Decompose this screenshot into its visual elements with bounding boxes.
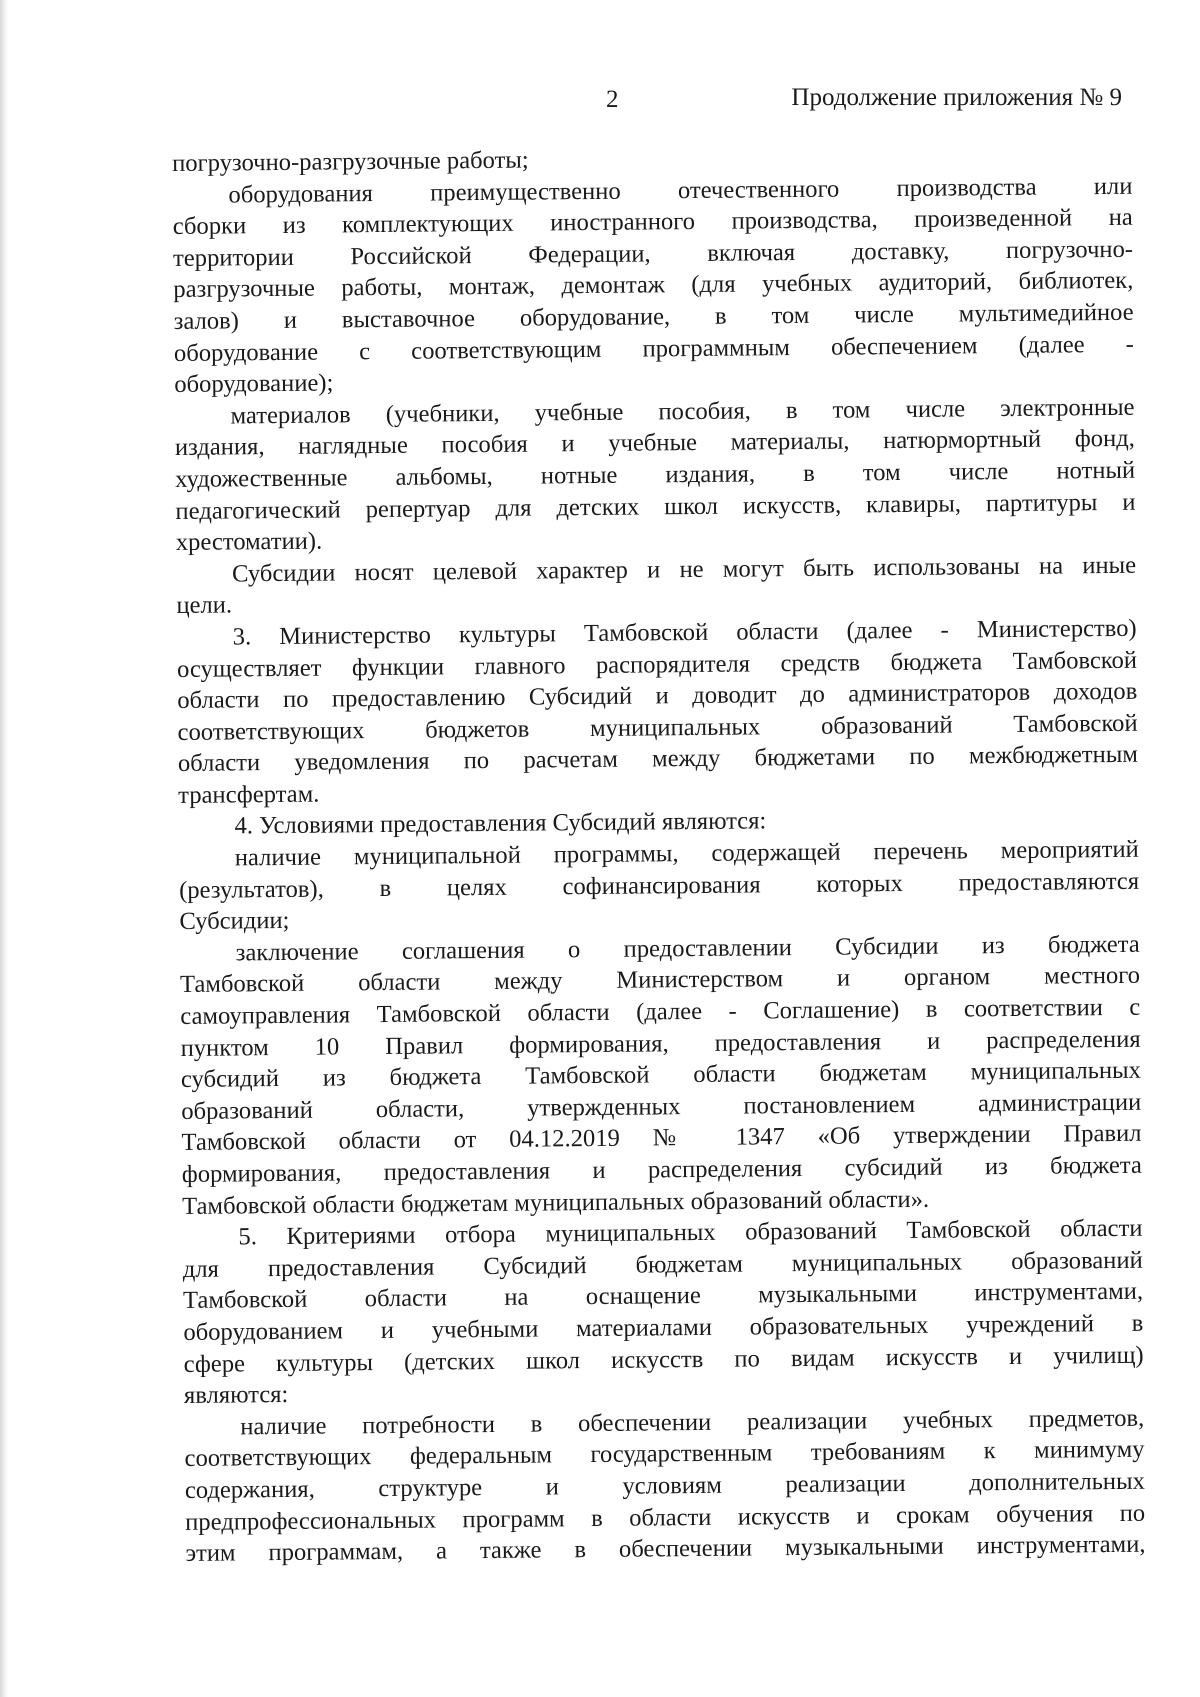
text-line: (результатов), в целях софинансирования которых предоставляются <box>178 867 1140 904</box>
text-line: для предоставления Субсидий бюджетам муниципальных образований <box>182 1246 1143 1283</box>
page-number: 2 <box>606 86 619 113</box>
text-line: художественные альбомы, нотные издания, в том числе нотный <box>175 456 1136 493</box>
text-line: области по предоставлению Субсидий и доводит до администраторов доходов <box>177 677 1138 715</box>
text-line: оборудованием и учебными материалами образовательных учреждений в <box>183 1309 1144 1346</box>
text-line: трансфертам. <box>178 780 320 809</box>
appendix-continuation-caption: Продолжение приложения № 9 <box>791 84 1122 111</box>
text-line: Тамбовской области на оснащение музыкальными инструментами, <box>182 1278 1144 1315</box>
scan-shadow-edge <box>0 0 8 1697</box>
text-line: соответствующих федеральным государственным требованиям к минимуму <box>184 1436 1145 1473</box>
text-line: Субсидии носят целевой характер и не могут быть использованы на иные <box>231 551 1137 588</box>
text-line: наличие муниципальной программы, содержащей перечень мероприятий <box>234 835 1139 872</box>
text-line: залов) и выставочное оборудование, в том числе мультимедийное <box>173 298 1134 335</box>
text-line: разгрузочные работы, монтаж, демонтаж (для учебных аудиторий, библиотек, <box>173 267 1134 304</box>
text-line: цели. <box>176 591 233 620</box>
text-line: самоуправления Тамбовской области (далее - Соглашение) в соответствии с <box>180 993 1141 1030</box>
text-line: заключение соглашения о предоставлении Субсидии из бюджета <box>235 930 1140 967</box>
text-line: 3. Министерство культуры Тамбовской области (далее - Министерство) <box>232 614 1137 651</box>
text-line: оборудование с соответствующим программным обеспечением (далее - <box>173 330 1135 367</box>
text-line: территории Российской Федерации, включая доставку, погрузочно- <box>172 235 1134 272</box>
document-body <box>172 139 1146 1570</box>
text-line: Тамбовской области между Министерством и органом местного <box>179 962 1141 999</box>
text-line: оборудование); <box>174 369 334 399</box>
text-line: погрузочно-разгрузочные работы; <box>172 146 529 177</box>
text-line: пунктом 10 Правил формирования, предоставления и распределения <box>180 1025 1141 1062</box>
text-line: материалов (учебники, учебные пособия, в том числе электронные <box>230 393 1135 430</box>
text-line: предпрофессиональных программ в области искусств и срокам обучения по <box>185 1499 1146 1536</box>
text-line: 4. Условиями предоставления Субсидий являются: <box>234 807 767 840</box>
text-line: области уведомления по расчетам между бюджетами по межбюджетным <box>177 741 1138 778</box>
text-line: субсидий из бюджета Тамбовской области бюджетам муниципальных <box>180 1056 1142 1094</box>
text-line: формирования, предоставления и распределения субсидий из бюджета <box>181 1151 1142 1188</box>
text-line: хрестоматии). <box>175 527 323 557</box>
text-line: сборки из комплектующих иностранного производства, произведенной на <box>172 203 1133 241</box>
text-line: Тамбовской области от 04.12.2019 № 1347 «Об утверждении Правил <box>181 1120 1142 1157</box>
text-line: педагогический репертуар для детских школ искусств, клавиры, партитуры и <box>175 488 1136 525</box>
text-line: содержания, структуре и условиям реализации дополнительных <box>184 1467 1145 1504</box>
text-line: издания, наглядные пособия и учебные материалы, натюрмортный фонд, <box>174 425 1135 462</box>
text-line: этим программам, а также в обеспечении музыкальными инструментами, <box>185 1530 1146 1568</box>
text-line: соответствующих бюджетов муниципальных образований Тамбовской <box>177 709 1138 746</box>
text-line: наличие потребности в обеспечении реализации учебных предметов, <box>240 1404 1145 1441</box>
text-line: 5. Критериями отбора муниципальных образований Тамбовской области <box>238 1214 1143 1251</box>
text-line: образований области, утвержденных постановлением администрации <box>181 1088 1142 1125</box>
text-line: сфере культуры (детских школ искусств по видам искусств и училищ) <box>183 1341 1144 1378</box>
text-line: Тамбовской области бюджетам муниципальных образований области». <box>182 1185 930 1220</box>
text-line: являются: <box>183 1381 289 1410</box>
text-line: оборудования преимущественно отечественного производства или <box>228 172 1133 209</box>
text-line: осуществляет функции главного распорядителя средств бюджета Тамбовской <box>176 646 1138 683</box>
text-line: Субсидии; <box>179 907 290 936</box>
